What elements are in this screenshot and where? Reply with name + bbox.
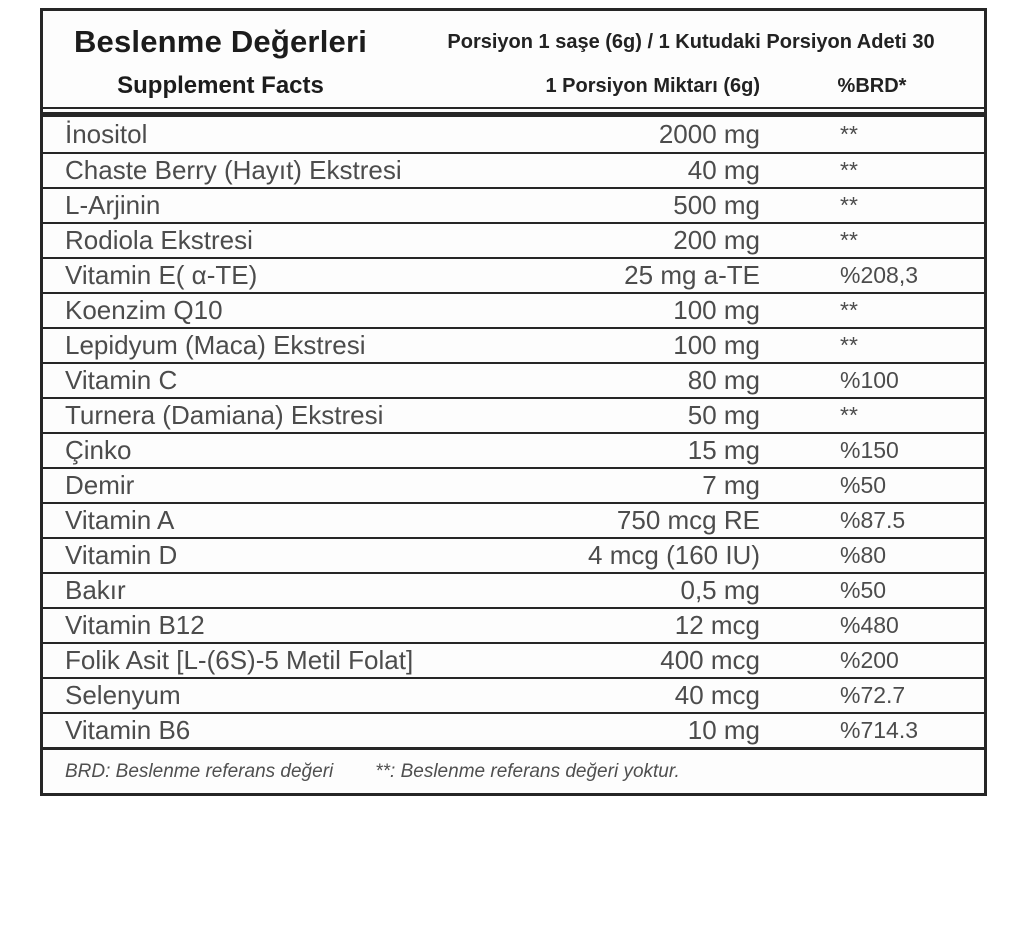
nutrient-brd-percent: ** xyxy=(840,332,858,358)
nutrient-name: Chaste Berry (Hayıt) Ekstresi xyxy=(65,155,402,185)
header-row-1 xyxy=(43,19,984,65)
table-row xyxy=(43,327,984,362)
nutrient-name: Çinko xyxy=(65,435,132,465)
brd-definition-note: BRD: Beslenme referans değeri xyxy=(65,760,334,782)
table-row xyxy=(43,397,984,432)
nutrient-amount: 40 mg xyxy=(687,155,760,185)
table-row xyxy=(43,502,984,537)
nutrient-name: Lepidyum (Maca) Ekstresi xyxy=(65,330,366,360)
nutrient-brd-percent: ** xyxy=(840,402,858,428)
nutrient-brd-percent: ** xyxy=(840,192,858,218)
nutrient-amount: 7 mg xyxy=(702,470,760,500)
nutrient-name: Selenyum xyxy=(65,680,181,710)
title-turkish: Beslenme Değerleri xyxy=(73,24,368,59)
header-row-2 xyxy=(43,65,984,107)
nutrient-amount: 750 mcg RE xyxy=(616,505,760,535)
nutrient-name: Rodiola Ekstresi xyxy=(65,225,253,255)
nutrient-brd-percent: ** xyxy=(840,227,858,253)
nutrient-name: İnositol xyxy=(65,119,148,149)
supplement-facts-table xyxy=(40,8,987,796)
nutrient-name: Vitamin B6 xyxy=(65,715,191,745)
table-row xyxy=(43,117,984,152)
nutrient-name: Vitamin C xyxy=(65,365,178,395)
table-row xyxy=(43,642,984,677)
nutrient-brd-percent: %208,3 xyxy=(840,262,919,288)
asterisk-definition-note: **: Beslenme referans değeri yoktur. xyxy=(375,760,680,782)
nutrient-amount: 0,5 mg xyxy=(680,575,760,605)
nutrient-amount: 40 mcg xyxy=(674,680,760,710)
nutrient-name: Vitamin A xyxy=(65,505,175,535)
nutrient-amount: 80 mg xyxy=(687,365,760,395)
nutrient-brd-percent: ** xyxy=(840,121,858,147)
nutrient-brd-percent: %480 xyxy=(840,612,899,638)
nutrient-brd-percent: %714.3 xyxy=(840,717,919,743)
table-row xyxy=(43,362,984,397)
nutrient-name: Koenzim Q10 xyxy=(65,295,223,325)
nutrient-name: Folik Asit [L-(6S)-5 Metil Folat] xyxy=(65,645,414,675)
nutrient-name: L-Arjinin xyxy=(65,190,161,220)
table-row xyxy=(43,257,984,292)
nutrient-name: Vitamin D xyxy=(65,540,178,570)
nutrient-brd-percent: %100 xyxy=(840,367,899,393)
nutrient-name: Demir xyxy=(65,470,135,500)
nutrient-amount: 4 mcg (160 IU) xyxy=(588,540,760,570)
table-body xyxy=(43,117,984,747)
nutrient-name: Bakır xyxy=(65,575,126,605)
title-english: Supplement Facts xyxy=(117,72,324,99)
table-row xyxy=(43,152,984,187)
table-row xyxy=(43,187,984,222)
table-row xyxy=(43,537,984,572)
nutrient-brd-percent: ** xyxy=(840,297,858,323)
nutrient-amount: 50 mg xyxy=(687,400,760,430)
table-footnote xyxy=(43,747,984,793)
column-header-brd: %BRD* xyxy=(837,74,907,97)
serving-info: Porsiyon 1 saşe (6g) / 1 Kutudaki Porsiyon Adeti 30 xyxy=(447,30,935,53)
nutrient-brd-percent: %200 xyxy=(840,647,899,673)
nutrient-amount: 15 mg xyxy=(687,435,760,465)
column-headers xyxy=(398,75,984,98)
table-row xyxy=(43,467,984,502)
table-row xyxy=(43,222,984,257)
nutrient-amount: 2000 mg xyxy=(658,119,760,149)
nutrient-name: Vitamin E( α-TE) xyxy=(65,260,258,290)
nutrient-brd-percent: %80 xyxy=(840,542,887,568)
nutrient-amount: 12 mcg xyxy=(674,610,760,640)
table-row xyxy=(43,292,984,327)
nutrient-amount: 400 mcg xyxy=(660,645,760,675)
table-row xyxy=(43,432,984,467)
nutrient-name: Vitamin B12 xyxy=(65,610,205,640)
table-row xyxy=(43,607,984,642)
nutrient-amount: 100 mg xyxy=(673,330,760,360)
nutrient-amount: 500 mg xyxy=(673,190,760,220)
column-header-amount: 1 Porsiyon Miktarı (6g) xyxy=(545,74,760,97)
nutrient-brd-percent: %150 xyxy=(840,437,899,463)
table-row xyxy=(43,712,984,747)
nutrient-brd-percent: %72.7 xyxy=(840,682,906,708)
nutrient-amount: 100 mg xyxy=(673,295,760,325)
nutrient-brd-percent: %87.5 xyxy=(840,507,906,533)
table-header xyxy=(43,11,984,109)
nutrient-brd-percent: %50 xyxy=(840,472,887,498)
table-row xyxy=(43,572,984,607)
nutrient-brd-percent: %50 xyxy=(840,577,887,603)
nutrient-brd-percent: ** xyxy=(840,157,858,183)
nutrient-name: Turnera (Damiana) Ekstresi xyxy=(65,400,384,430)
nutrient-amount: 10 mg xyxy=(687,715,760,745)
table-row xyxy=(43,677,984,712)
nutrient-amount: 200 mg xyxy=(673,225,760,255)
nutrient-amount: 25 mg a-TE xyxy=(624,260,760,290)
